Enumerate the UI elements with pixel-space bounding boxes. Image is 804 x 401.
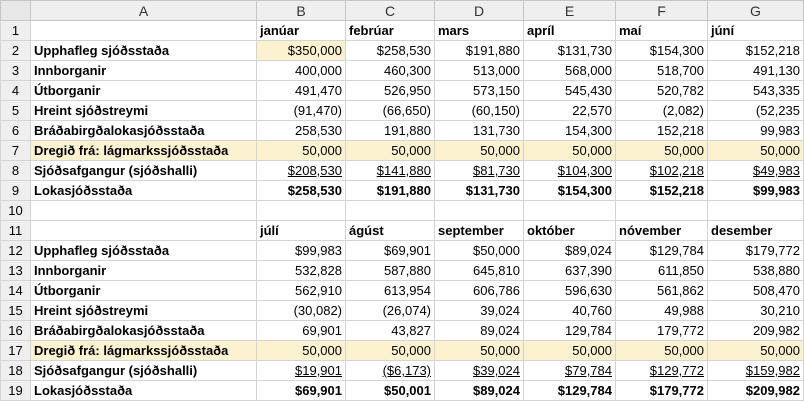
value-cell[interactable] <box>435 301 524 321</box>
value-cell[interactable] <box>524 301 616 321</box>
month-header-cell[interactable]: október <box>524 221 616 241</box>
value-cell[interactable] <box>708 321 804 341</box>
cell-value: 40,760 <box>572 303 612 318</box>
row-header[interactable]: 2 <box>1 41 31 61</box>
cell-value: $152,218 <box>649 183 704 198</box>
row-label-cell[interactable]: Bráðabirgðalokasjóðsstaða <box>31 321 257 341</box>
value-cell[interactable] <box>346 301 435 321</box>
column-header-row <box>1 1 804 21</box>
row-label-cell[interactable]: Upphafleg sjóðsstaða <box>31 241 257 261</box>
value-cell[interactable] <box>708 301 804 321</box>
value-cell[interactable] <box>524 181 616 201</box>
cell-value: 129,784 <box>565 323 612 338</box>
value-cell[interactable] <box>346 201 435 221</box>
row-header[interactable]: 8 <box>1 161 31 181</box>
value-cell[interactable] <box>346 361 435 381</box>
value-cell[interactable] <box>346 281 435 301</box>
cell-value: (91,470) <box>293 103 342 118</box>
value-cell[interactable] <box>524 161 616 181</box>
sheet-row <box>1 241 804 261</box>
value-cell[interactable] <box>346 121 435 141</box>
value-cell[interactable] <box>257 261 346 281</box>
value-cell[interactable] <box>524 141 616 161</box>
value-cell[interactable] <box>346 161 435 181</box>
value-cell[interactable] <box>257 361 346 381</box>
value-cell[interactable] <box>346 321 435 341</box>
sheet-row <box>1 121 804 141</box>
cell-value: $129,772 <box>649 363 704 378</box>
cell-value: 89,024 <box>480 323 520 338</box>
cell-value: 561,862 <box>657 283 704 298</box>
cell-value: 50,000 <box>302 143 342 158</box>
cell-value: $99,983 <box>295 243 342 258</box>
cell-value: $50,001 <box>384 383 431 398</box>
row-header[interactable]: 6 <box>1 121 31 141</box>
value-cell[interactable] <box>708 341 804 361</box>
cell-value: 50,000 <box>572 143 612 158</box>
value-cell[interactable] <box>435 321 524 341</box>
value-cell[interactable] <box>435 41 524 61</box>
sheet-row <box>1 61 804 81</box>
sheet-row <box>1 281 804 301</box>
row-header[interactable]: 10 <box>1 201 31 221</box>
cell-value: $154,300 <box>649 43 704 58</box>
cell-value: $131,730 <box>465 183 520 198</box>
cell-value: $350,000 <box>287 43 342 58</box>
value-cell[interactable] <box>346 41 435 61</box>
row-header[interactable]: 7 <box>1 141 31 161</box>
sheet-row <box>1 181 804 201</box>
month-header-cell[interactable]: janúar <box>257 21 346 41</box>
value-cell[interactable] <box>257 101 346 121</box>
value-cell[interactable] <box>708 241 804 261</box>
value-cell[interactable] <box>616 101 708 121</box>
cell-value: 460,300 <box>384 63 431 78</box>
cell-value: 258,530 <box>295 123 342 138</box>
value-cell[interactable] <box>435 381 524 401</box>
cell-value: 209,982 <box>753 323 800 338</box>
row-label-cell[interactable] <box>31 221 257 241</box>
value-cell[interactable] <box>257 341 346 361</box>
value-cell[interactable] <box>708 61 804 81</box>
cell-value: $208,530 <box>287 163 342 178</box>
value-cell[interactable] <box>435 281 524 301</box>
value-cell[interactable] <box>616 381 708 401</box>
value-cell[interactable] <box>257 241 346 261</box>
row-label-cell[interactable]: Innborganir <box>31 261 257 281</box>
sheet-row <box>1 221 804 241</box>
cell-value: $81,730 <box>473 163 520 178</box>
value-cell[interactable] <box>435 141 524 161</box>
value-cell[interactable] <box>346 341 435 361</box>
value-cell[interactable] <box>708 121 804 141</box>
cell-value: $191,880 <box>376 183 431 198</box>
value-cell[interactable] <box>616 121 708 141</box>
row-label-cell[interactable]: Hreint sjóðstreymi <box>31 101 257 121</box>
cell-value: (26,074) <box>382 303 431 318</box>
value-cell[interactable] <box>257 301 346 321</box>
value-cell[interactable] <box>435 121 524 141</box>
column-header-b[interactable]: B <box>257 1 346 21</box>
cell-value: 50,000 <box>664 143 704 158</box>
value-cell[interactable] <box>257 321 346 341</box>
row-header[interactable]: 15 <box>1 301 31 321</box>
cell-value: $154,300 <box>557 183 612 198</box>
month-header-cell[interactable]: júní <box>708 21 804 41</box>
column-header-g[interactable]: G <box>708 1 804 21</box>
month-header-cell[interactable]: febrúar <box>346 21 435 41</box>
sheet-row <box>1 381 804 401</box>
cell-value: (30,082) <box>293 303 342 318</box>
cell-value: $152,218 <box>745 43 800 58</box>
value-cell[interactable] <box>257 81 346 101</box>
value-cell[interactable] <box>346 81 435 101</box>
cell-value: 50,000 <box>391 143 431 158</box>
row-header[interactable]: 18 <box>1 361 31 381</box>
cell-value: 508,470 <box>753 283 800 298</box>
cell-value: 22,570 <box>572 103 612 118</box>
value-cell[interactable] <box>616 281 708 301</box>
value-cell[interactable] <box>435 61 524 81</box>
row-label-cell[interactable] <box>31 21 257 41</box>
cell-value: 491,470 <box>295 83 342 98</box>
cell-value: $179,772 <box>745 243 800 258</box>
value-cell[interactable] <box>257 141 346 161</box>
value-cell[interactable] <box>257 181 346 201</box>
row-label-cell[interactable]: Bráðabirgðalokasjóðsstaða <box>31 121 257 141</box>
sheet-row <box>1 161 804 181</box>
cell-value: 518,700 <box>657 63 704 78</box>
row-header[interactable]: 4 <box>1 81 31 101</box>
value-cell[interactable] <box>708 281 804 301</box>
cell-value: 131,730 <box>473 123 520 138</box>
select-all-corner[interactable] <box>1 1 31 21</box>
row-header[interactable]: 3 <box>1 61 31 81</box>
value-cell[interactable] <box>257 121 346 141</box>
value-cell[interactable] <box>524 381 616 401</box>
row-label-cell[interactable]: Útborganir <box>31 281 257 301</box>
row-label-cell[interactable]: Útborganir <box>31 81 257 101</box>
sheet-row <box>1 81 804 101</box>
value-cell[interactable] <box>257 201 346 221</box>
cell-value: (2,082) <box>662 103 704 118</box>
sheet-row <box>1 321 804 341</box>
value-cell[interactable] <box>524 201 616 221</box>
row-header[interactable]: 16 <box>1 321 31 341</box>
cell-value: 538,880 <box>753 263 800 278</box>
row-label-cell[interactable]: Lokasjóðsstaða <box>31 181 257 201</box>
cell-value: $129,784 <box>557 383 612 398</box>
month-header-cell[interactable]: apríl <box>524 21 616 41</box>
value-cell[interactable] <box>708 201 804 221</box>
cell-value: 154,300 <box>565 123 612 138</box>
value-cell[interactable] <box>346 261 435 281</box>
sheet-row <box>1 201 804 221</box>
cell-value: 587,880 <box>384 263 431 278</box>
cell-value: $79,784 <box>565 363 612 378</box>
value-cell[interactable] <box>435 201 524 221</box>
value-cell[interactable] <box>435 341 524 361</box>
cell-value: 30,210 <box>760 303 800 318</box>
cell-value: 613,954 <box>384 283 431 298</box>
cell-value: 191,880 <box>384 123 431 138</box>
row-header[interactable]: 11 <box>1 221 31 241</box>
cell-value: 39,024 <box>480 303 520 318</box>
cell-value: 50,000 <box>302 343 342 358</box>
cell-value: 573,150 <box>473 83 520 98</box>
cell-value: 526,950 <box>384 83 431 98</box>
cell-value: 596,630 <box>565 283 612 298</box>
cell-value: 179,772 <box>657 323 704 338</box>
value-cell[interactable] <box>435 241 524 261</box>
cell-value: 543,335 <box>753 83 800 98</box>
month-header-cell[interactable]: maí <box>616 21 708 41</box>
sheet-row <box>1 341 804 361</box>
value-cell[interactable] <box>435 181 524 201</box>
value-cell[interactable] <box>524 121 616 141</box>
month-header-cell[interactable]: júlí <box>257 221 346 241</box>
value-cell[interactable] <box>708 261 804 281</box>
cell-value: 99,983 <box>760 123 800 138</box>
value-cell[interactable] <box>435 81 524 101</box>
value-cell[interactable] <box>257 161 346 181</box>
value-cell[interactable] <box>616 61 708 81</box>
sheet-row <box>1 361 804 381</box>
cell-value: 50,000 <box>760 143 800 158</box>
cell-value: 50,000 <box>760 343 800 358</box>
cell-value: 568,000 <box>565 63 612 78</box>
cell-value: 43,827 <box>391 323 431 338</box>
sheet-row <box>1 41 804 61</box>
value-cell[interactable] <box>524 261 616 281</box>
month-header-cell[interactable]: september <box>435 221 524 241</box>
row-header[interactable]: 5 <box>1 101 31 121</box>
value-cell[interactable] <box>257 41 346 61</box>
row-label-cell[interactable]: Upphafleg sjóðsstaða <box>31 41 257 61</box>
cell-value: $89,024 <box>565 243 612 258</box>
cell-value: 400,000 <box>295 63 342 78</box>
value-cell[interactable] <box>616 141 708 161</box>
value-cell[interactable] <box>524 361 616 381</box>
value-cell[interactable] <box>257 281 346 301</box>
cell-value: 152,218 <box>657 123 704 138</box>
cell-value: 606,786 <box>473 283 520 298</box>
value-cell[interactable] <box>524 241 616 261</box>
value-cell[interactable] <box>257 61 346 81</box>
value-cell[interactable] <box>616 261 708 281</box>
row-label-cell[interactable]: Dregið frá: lágmarkssjóðsstaða <box>31 341 257 361</box>
cell-value: 545,430 <box>565 83 612 98</box>
row-header[interactable]: 17 <box>1 341 31 361</box>
column-header-a[interactable]: A <box>31 1 257 21</box>
column-header-e[interactable]: E <box>524 1 616 21</box>
row-label-cell[interactable]: Dregið frá: lágmarkssjóðsstaða <box>31 141 257 161</box>
value-cell[interactable] <box>708 141 804 161</box>
cell-value: 50,000 <box>391 343 431 358</box>
value-cell[interactable] <box>524 341 616 361</box>
cell-value: $129,784 <box>649 243 704 258</box>
value-cell[interactable] <box>708 361 804 381</box>
value-cell[interactable] <box>435 101 524 121</box>
value-cell[interactable] <box>435 361 524 381</box>
cell-value: $102,218 <box>649 163 704 178</box>
month-header-cell[interactable]: ágúst <box>346 221 435 241</box>
value-cell[interactable] <box>257 381 346 401</box>
cell-value: 611,850 <box>657 263 704 278</box>
value-cell[interactable] <box>346 381 435 401</box>
value-cell[interactable] <box>708 161 804 181</box>
value-cell[interactable] <box>708 381 804 401</box>
value-cell[interactable] <box>524 81 616 101</box>
value-cell[interactable] <box>616 201 708 221</box>
cell-value: 513,000 <box>473 63 520 78</box>
value-cell[interactable] <box>524 281 616 301</box>
value-cell[interactable] <box>524 61 616 81</box>
value-cell[interactable] <box>435 161 524 181</box>
cell-value: ($6,173) <box>382 363 431 378</box>
cell-value: (66,650) <box>382 103 431 118</box>
cell-value: 520,782 <box>657 83 704 98</box>
cell-value: $89,024 <box>473 383 520 398</box>
cell-value: $50,000 <box>473 243 520 258</box>
cell-value: 491,130 <box>753 63 800 78</box>
cell-value: $104,300 <box>557 163 612 178</box>
cell-value: 49,988 <box>664 303 704 318</box>
cell-value: $19,901 <box>295 363 342 378</box>
cell-value: $39,024 <box>473 363 520 378</box>
cell-value: 645,810 <box>473 263 520 278</box>
cell-value: $258,530 <box>376 43 431 58</box>
sheet-row <box>1 141 804 161</box>
value-cell[interactable] <box>524 321 616 341</box>
cell-value: 50,000 <box>664 343 704 358</box>
sheet-row <box>1 261 804 281</box>
value-cell[interactable] <box>346 61 435 81</box>
value-cell[interactable] <box>616 341 708 361</box>
cell-value: (52,235 <box>755 103 800 118</box>
row-header[interactable]: 13 <box>1 261 31 281</box>
cell-value: 50,000 <box>480 343 520 358</box>
value-cell[interactable] <box>346 141 435 161</box>
value-cell[interactable] <box>616 321 708 341</box>
row-label-cell[interactable]: Innborganir <box>31 61 257 81</box>
row-label-cell[interactable] <box>31 201 257 221</box>
value-cell[interactable] <box>346 181 435 201</box>
row-label-cell[interactable]: Lokasjóðsstaða <box>31 381 257 401</box>
sheet-row <box>1 101 804 121</box>
row-header[interactable]: 9 <box>1 181 31 201</box>
cell-value: $179,772 <box>649 383 704 398</box>
value-cell[interactable] <box>708 41 804 61</box>
row-header[interactable]: 1 <box>1 21 31 41</box>
value-cell[interactable] <box>616 301 708 321</box>
sheet-row <box>1 21 804 41</box>
cell-value: 50,000 <box>572 343 612 358</box>
cell-value: $131,730 <box>557 43 612 58</box>
row-label-cell[interactable]: Sjóðsafgangur (sjóðshalli) <box>31 361 257 381</box>
row-header[interactable]: 14 <box>1 281 31 301</box>
cell-value: 637,390 <box>565 263 612 278</box>
cell-value: 532,828 <box>295 263 342 278</box>
month-header-cell[interactable]: desember <box>708 221 804 241</box>
cell-value: 562,910 <box>295 283 342 298</box>
value-cell[interactable] <box>616 361 708 381</box>
value-cell[interactable] <box>708 81 804 101</box>
row-header[interactable]: 19 <box>1 381 31 401</box>
cell-value: 69,901 <box>302 323 342 338</box>
cell-value: $69,901 <box>384 243 431 258</box>
cell-value: $209,982 <box>745 383 800 398</box>
value-cell[interactable] <box>346 101 435 121</box>
cell-value: $99,983 <box>753 183 800 198</box>
month-header-cell[interactable]: mars <box>435 21 524 41</box>
cell-value: $69,901 <box>295 383 342 398</box>
row-label-cell[interactable]: Sjóðsafgangur (sjóðshalli) <box>31 161 257 181</box>
cell-value: $191,880 <box>465 43 520 58</box>
sheet-row <box>1 301 804 321</box>
column-header-f[interactable]: F <box>616 1 708 21</box>
column-header-d[interactable]: D <box>435 1 524 21</box>
value-cell[interactable] <box>616 161 708 181</box>
cell-value: $258,530 <box>287 183 342 198</box>
value-cell[interactable] <box>346 241 435 261</box>
row-label-cell[interactable]: Hreint sjóðstreymi <box>31 301 257 321</box>
value-cell[interactable] <box>708 181 804 201</box>
value-cell[interactable] <box>616 241 708 261</box>
value-cell[interactable] <box>616 81 708 101</box>
column-header-c[interactable]: C <box>346 1 435 21</box>
cell-value: (60,150) <box>471 103 520 118</box>
cell-value: 50,000 <box>480 143 520 158</box>
value-cell[interactable] <box>616 41 708 61</box>
row-header[interactable]: 12 <box>1 241 31 261</box>
value-cell[interactable] <box>524 101 616 121</box>
value-cell[interactable] <box>524 41 616 61</box>
cell-value: $49,983 <box>753 163 800 178</box>
value-cell[interactable] <box>708 101 804 121</box>
value-cell[interactable] <box>616 181 708 201</box>
cell-value: $141,880 <box>376 163 431 178</box>
cell-value: $159,982 <box>745 363 800 378</box>
value-cell[interactable] <box>435 261 524 281</box>
month-header-cell[interactable]: nóvember <box>616 221 708 241</box>
